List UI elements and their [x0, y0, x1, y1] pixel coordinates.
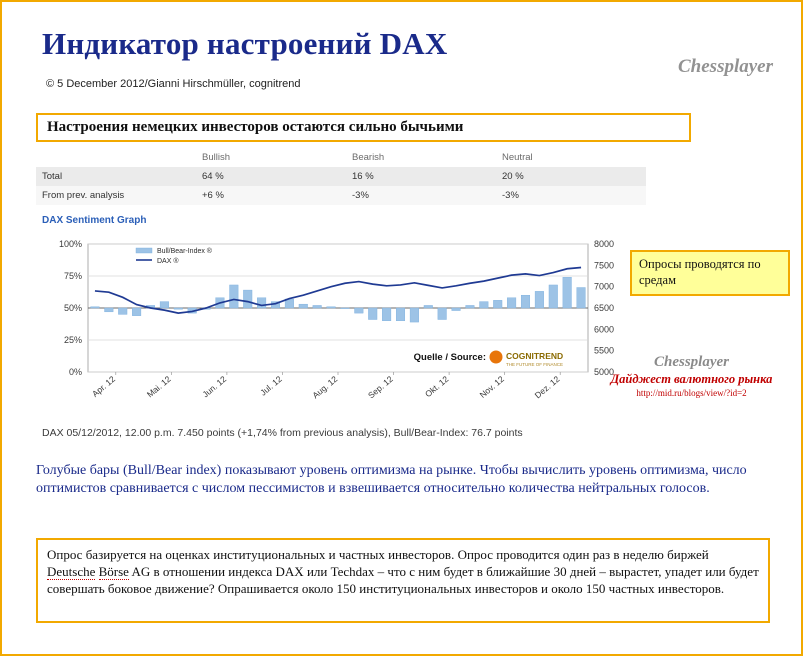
bar [368, 308, 377, 320]
x-axis-tick: Jul. 12 [258, 373, 284, 398]
methodology-dotted1: Deutsche [47, 564, 96, 580]
chart-footnote: DAX 05/12/2012, 12.00 p.m. 7.450 points (+1,74% from previous analysis), Bull/Bear-Index: 76.7 points [42, 427, 523, 439]
right-axis-tick: 8000 [594, 239, 615, 249]
bar [410, 308, 419, 322]
sentiment-chart [36, 230, 646, 420]
bar [535, 291, 544, 308]
sentiment-panel [36, 149, 646, 226]
methodology-dotted2: Börse [98, 564, 129, 580]
copyright-line: © 5 December 2012/Gianni Hirschmüller, cognitrend [46, 78, 301, 90]
bar [507, 298, 516, 308]
cognitrend-name: COGNITREND [506, 351, 564, 361]
bar [466, 305, 475, 308]
bar [174, 308, 183, 309]
bar [230, 285, 239, 308]
bar [91, 307, 100, 308]
methodology-part1: Опрос базируется на оценках институциональных и частных инвесторов. Опрос проводится один раз в неделю биржей [47, 547, 709, 562]
bar [257, 298, 266, 308]
watermark-top: Chessplayer [678, 56, 773, 77]
methodology-box [36, 538, 770, 623]
headline-box [36, 113, 691, 142]
table-header-row [36, 149, 646, 167]
left-axis-tick: 100% [58, 239, 82, 249]
prev-bearish: -3% [352, 190, 369, 201]
x-axis-tick: Sep. 12 [365, 373, 395, 401]
bar [549, 285, 558, 308]
col-header-blank [36, 149, 196, 167]
bar [160, 302, 169, 308]
survey-note: Опросы проводятся по средам [630, 250, 790, 296]
bar [105, 308, 114, 312]
right-axis-tick: 5500 [594, 345, 615, 356]
total-neutral: 20 % [502, 171, 524, 182]
row-label-prev: From prev. analysis [42, 190, 125, 201]
x-axis-tick: Okt. 12 [422, 373, 451, 400]
right-axis-tick: 6000 [594, 324, 615, 335]
watermark-side-url[interactable]: http://mid.ru/blogs/view/?id=2 [636, 388, 747, 398]
legend-label-line: DAX ® [157, 258, 179, 265]
col-header-neutral: Neutral [502, 152, 533, 163]
cognitrend-tagline: THE FUTURE OF FINANCE [506, 362, 563, 367]
bar [118, 308, 127, 314]
sentiment-table [36, 149, 646, 205]
bar [132, 308, 141, 316]
bar [341, 308, 350, 309]
legend-label-bars: Bull/Bear-Index ® [157, 248, 212, 255]
watermark-side [604, 354, 779, 398]
x-axis-tick: Aug. 12 [310, 373, 340, 401]
bar [424, 305, 433, 308]
right-axis-tick: 7000 [594, 281, 615, 292]
table-row [36, 167, 646, 186]
bar [493, 300, 502, 308]
col-header-bullish: Bullish [202, 152, 230, 163]
watermark-side-line1: Chessplayer [654, 354, 729, 370]
bar [396, 308, 405, 321]
right-axis-tick: 6500 [594, 303, 615, 313]
explanation-paragraph: Голубые бары (Bull/Bear index) показывают уровень оптимизма на рынке. Чтобы вычислить уровень оптимизма, число оптимистов сравнивается с числом пессимистов и взвешивается относительно количества нейтральных голосов. [36, 463, 747, 497]
bar [313, 305, 322, 308]
cognitrend-logo-icon [490, 351, 503, 364]
x-axis-tick: Dez. 12 [532, 373, 562, 401]
methodology-part2: AG в отношении индекса DAX или Techdax – что с ним будет в ближайшие 30 дней – вырастет, упадет или будет совершать боковое движение? Опрашивается около 150 институциональных инвесторов и около 150 частных инвесторов. [47, 564, 759, 597]
x-axis-tick: Mai. 12 [144, 373, 173, 400]
col-header-bearish: Bearish [352, 152, 385, 163]
left-axis-tick: 50% [63, 303, 82, 313]
headline-text: Настроения немецких инвесторов остаются сильно бычьими [47, 119, 464, 135]
table-row [36, 186, 646, 205]
x-axis-tick: Nov. 12 [477, 373, 506, 400]
x-axis-tick: Jun. 12 [200, 373, 229, 400]
bar [355, 308, 364, 313]
left-axis-tick: 0% [68, 367, 82, 377]
bar [299, 304, 308, 308]
left-axis-tick: 75% [63, 271, 82, 281]
total-bullish: 64 % [202, 171, 224, 182]
prev-neutral: -3% [502, 190, 519, 201]
bar [521, 295, 530, 308]
bar [382, 308, 391, 321]
page-title: Индикатор настроений DAX [42, 26, 448, 61]
source-label: Quelle / Source: [413, 352, 486, 363]
left-axis-tick: 25% [63, 335, 82, 345]
bar [452, 308, 461, 311]
right-axis-tick: 7500 [594, 260, 615, 271]
prev-bullish: +6 % [202, 190, 224, 201]
bar [563, 277, 572, 308]
right-axis-tick: 5000 [594, 367, 615, 377]
total-bearish: 16 % [352, 171, 374, 182]
legend-swatch-bars [136, 248, 152, 253]
bar [438, 308, 447, 320]
watermark-side-line2: Дайджест валютного рынка [610, 372, 773, 386]
x-axis-tick: Apr. 12 [90, 373, 118, 399]
bar [480, 302, 489, 308]
chart-svg [36, 230, 646, 420]
row-label-total: Total [42, 171, 63, 182]
chart-title: DAX Sentiment Graph [42, 215, 147, 226]
bar [577, 288, 586, 308]
bar [243, 290, 252, 308]
bar [327, 307, 336, 308]
